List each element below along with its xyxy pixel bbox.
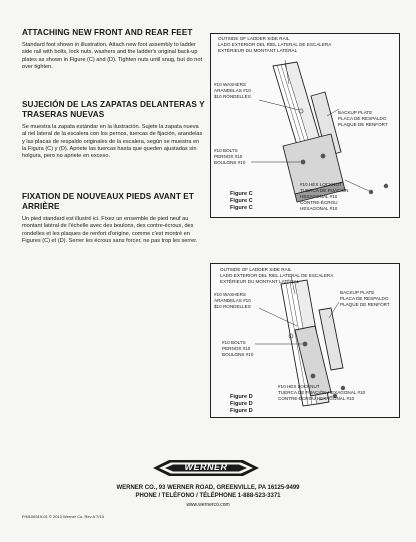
figure-d-backup-es: PLACA DE RESPALDO	[340, 296, 389, 301]
section-title-english: ATTACHING NEW FRONT AND REAR FEET	[22, 28, 193, 37]
figure-d-locknut-es: TUERCA DE FIJACIÓN HEXAGONAL #10	[278, 390, 366, 395]
figure-d-backup-fr: PLAQUE DE RENFORT	[340, 302, 390, 307]
figure-c-rail-label-es: LADO EXTERIOR DEL RIEL LATERAL DE ESCALERA	[218, 42, 332, 47]
footer-part-number: P/N106319-01 © 2013 Werner Co. Rev A 7/13	[22, 514, 104, 519]
section-title-spanish-line1: SUJECIÓN DE LAS ZAPATAS DELANTERAS Y	[22, 100, 205, 109]
figure-d-bolts-es: PERNOS #10	[222, 346, 251, 351]
figure-c-locknut-es-2: HEXAGONAL #10	[300, 194, 338, 199]
figure-d-bolts-fr: BOULONS #10	[222, 352, 254, 357]
figure-c-bolts-es: PERNOS #10	[214, 154, 243, 159]
figure-d-rail-label-en: OUTSIDE OF LADDER SIDE RAIL	[220, 267, 292, 272]
figure-d-locknut-fr: CONTRE-ÉCROU HEXAGONAL #10	[278, 396, 355, 401]
figure-d-caption-en: Figure D	[230, 394, 253, 400]
werner-logo-text: WERNER	[184, 462, 228, 472]
figure-d-washers-fr: $10 RONDELLES	[214, 304, 251, 309]
figure-c-locknut-fr-2: HEXAGONAL #10	[300, 206, 338, 211]
section-body-spanish: Se muestra la zapata estándar en la ilustración. Sujete la zapata nueva al riel lateral de la escalera con los pernos, tuercas de fijación, arandelas y las placas de respaldo originales de la escalera, según se muestra en la Figura (C) y (D). Apriete las tuercas hasta que queden ajustadas sin holgura, pero no apriete en exceso.	[22, 124, 203, 160]
section-title-french-line1: FIXATION DE NOUVEAUX PIEDS AVANT ET	[22, 192, 194, 201]
figure-c-locknut-es-1: TUERCA DE FIJACIÓN	[300, 188, 349, 193]
section-body-english: Standard foot shown in illustration. Attach new foot assembly to ladder side rail with bolts, lock nuts, washers and the ladder's original back-up plates as shown in Figure (C) and (D). Tighten nuts until snug, but do not over tighten.	[22, 42, 203, 70]
figure-d-washers-es: ARANDELAS #10	[214, 298, 251, 303]
figure-d-backup-en: BACKUP PLATE	[340, 290, 375, 295]
figure-d-rail-label-fr: EXTÉRIEUR DU MONTANT LATÉRAL	[220, 279, 300, 284]
figure-c-backup-fr: PLAQUE DE RENFORT	[338, 122, 388, 127]
figure-c-caption-fr: Figure C	[230, 205, 253, 211]
figure-d-locknut-en: #10 HEX LOCKNUT	[278, 384, 320, 389]
figure-c-backup-es: PLACA DE RESPALDO	[338, 116, 387, 121]
figure-d-caption-fr: Figure D	[230, 408, 253, 414]
figure-c-locknut-en: #10 HEX LOCKNUT	[300, 182, 342, 187]
figure-c-washers-fr: $10 RONDELLES	[214, 94, 251, 99]
figure-d-washers-en: #10 WASHERS	[214, 292, 246, 297]
figure-c-caption-es: Figure C	[230, 198, 253, 204]
footer-phone: PHONE / TELÉFONO / TÉLÉPHONE 1-888-523-3371	[135, 493, 281, 499]
section-body-french: Un pied standard est illustré ici. Fixez un ensemble de pied neuf au montant latéral de l'échelle avec des boulons, des contre-écrous, des rondelles et les plaques de renfort d'origine, comme c'est montré en Figures (C) et (D). Serrer les écrous sans forcer, ne pas trop les serrer.	[22, 216, 198, 244]
figure-c-locknut-fr-1: CONTRE-ÉCROU	[300, 200, 338, 205]
section-title-french-line2: ARRIÈRE	[22, 202, 60, 211]
figure-c-rail-label-fr: EXTÉRIEUR DU MONTANT LATÉRAL	[218, 48, 298, 53]
footer-address: WERNER CO., 93 WERNER ROAD, GREENVILLE, PA 16125-9499	[116, 485, 300, 491]
figure-c-rail-label-en: OUTSIDE OF LADDER SIDE RAIL	[218, 36, 290, 41]
figure-c-washers-en: #10 WASHERS	[214, 82, 246, 87]
figure-c-washers-es: ARANDELAS #10	[214, 88, 251, 93]
figure-d-caption-es: Figure D	[230, 401, 253, 407]
figure-c-backup-en: BACKUP PLATE	[338, 110, 373, 115]
figure-d-bolts-en: #10 BOLTS	[222, 340, 246, 345]
footer-web: www.wernerco.com	[186, 502, 230, 508]
section-title-spanish-line2: TRASERAS NUEVAS	[22, 110, 105, 119]
figure-c-bolts-en: #10 BOLTS	[214, 148, 238, 153]
figure-c-bolts-fr: BOULONS #10	[214, 160, 246, 165]
figure-d-rail-label-es: LADO EXTERIOR DEL RIEL LATERAL DE ESCALERA	[220, 273, 334, 278]
figure-c-caption-en: Figure C	[230, 191, 253, 197]
werner-logo	[151, 456, 261, 480]
